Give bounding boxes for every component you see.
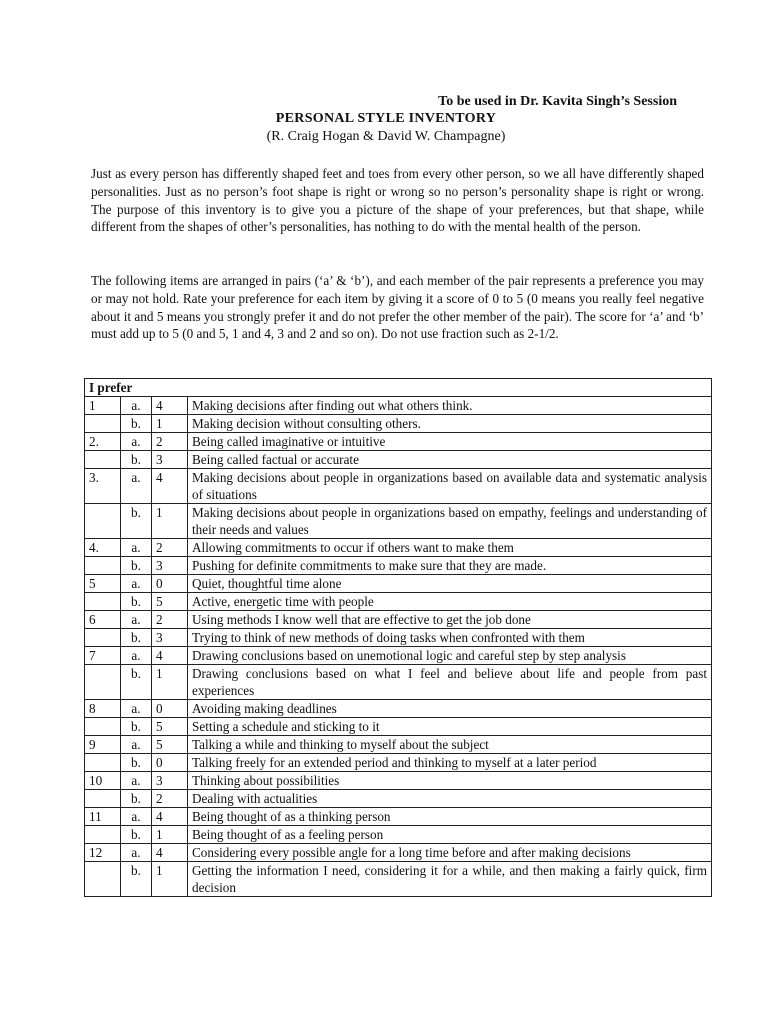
option-letter: b. [121, 862, 152, 897]
item-number: 12 [85, 844, 121, 862]
option-score: 4 [152, 844, 188, 862]
option-letter: a. [121, 575, 152, 593]
option-letter: b. [121, 665, 152, 700]
option-letter: a. [121, 736, 152, 754]
option-text: Pushing for definite commitments to make sure that they are made. [188, 557, 712, 575]
option-score: 1 [152, 862, 188, 897]
option-score: 2 [152, 539, 188, 557]
item-number: 9 [85, 736, 121, 754]
option-score: 4 [152, 469, 188, 504]
item-number [85, 754, 121, 772]
table-row [85, 647, 712, 665]
table-row [85, 862, 712, 897]
option-score: 3 [152, 451, 188, 469]
option-text: Allowing commitments to occur if others want to make them [188, 539, 712, 557]
option-letter: b. [121, 593, 152, 611]
option-score: 5 [152, 718, 188, 736]
item-number [85, 629, 121, 647]
option-text: Trying to think of new methods of doing tasks when confronted with them [188, 629, 712, 647]
item-number [85, 504, 121, 539]
option-text: Being thought of as a feeling person [188, 826, 712, 844]
table-row [85, 469, 712, 504]
option-score: 1 [152, 826, 188, 844]
table-row [85, 629, 712, 647]
option-letter: a. [121, 700, 152, 718]
table-header: I prefer [85, 379, 712, 397]
option-text: Quiet, thoughtful time alone [188, 575, 712, 593]
item-number: 4. [85, 539, 121, 557]
option-score: 4 [152, 397, 188, 415]
table-header-row [85, 379, 712, 397]
table-row [85, 575, 712, 593]
option-letter: b. [121, 826, 152, 844]
item-number [85, 557, 121, 575]
option-text: Setting a schedule and sticking to it [188, 718, 712, 736]
item-number [85, 593, 121, 611]
table-row [85, 557, 712, 575]
option-score: 2 [152, 790, 188, 808]
option-score: 0 [152, 575, 188, 593]
option-score: 2 [152, 611, 188, 629]
option-score: 2 [152, 433, 188, 451]
session-note: To be used in Dr. Kavita Singh’s Session [438, 94, 677, 109]
option-letter: a. [121, 433, 152, 451]
option-letter: b. [121, 415, 152, 433]
table-row [85, 593, 712, 611]
option-text: Making decisions about people in organizations based on empathy, feelings and understanding of their needs and values [188, 504, 712, 539]
table-row [85, 790, 712, 808]
preference-table [84, 378, 712, 897]
option-text: Making decision without consulting others. [188, 415, 712, 433]
instructions-paragraph: The following items are arranged in pairs (‘a’ & ‘b’), and each member of the pair represents a preference you may or may not hold. Rate your preference for each item by giving it a score of 0 to 5 (0 means you really feel negative about it and 5 means you strongly prefer it and do not prefer the other member of the pair). The score for ‘a’ and ‘b’ must add up to 5 (0 and 5, 1 and 4, 3 and 2 and so on). Do not use fraction such as 2-1/2. [91, 273, 704, 342]
option-text: Making decisions about people in organizations based on available data and systematic analysis of situations [188, 469, 712, 504]
table-row [85, 772, 712, 790]
item-number: 6 [85, 611, 121, 629]
option-text: Active, energetic time with people [188, 593, 712, 611]
document-title: PERSONAL STYLE INVENTORY [275, 111, 497, 126]
item-number [85, 862, 121, 897]
table-row [85, 700, 712, 718]
table-row [85, 415, 712, 433]
intro-paragraph: Just as every person has differently shaped feet and toes from every other person, so we all have differently shaped personalities. Just as no person’s foot shape is right or wrong so no person’s personality shape is right or wrong. The purpose of this inventory is to give you a picture of the shape of your preferences, but that shape, while different from the shapes of other’s personalities, has nothing to do with the mental health of the person. [91, 166, 704, 235]
option-letter: a. [121, 469, 152, 504]
option-text: Getting the information I need, considering it for a while, and then making a fairly quick, firm decision [188, 862, 712, 897]
table-row [85, 433, 712, 451]
option-text: Talking a while and thinking to myself about the subject [188, 736, 712, 754]
option-text: Making decisions after finding out what others think. [188, 397, 712, 415]
option-letter: a. [121, 611, 152, 629]
item-number: 10 [85, 772, 121, 790]
item-number: 3. [85, 469, 121, 504]
option-letter: b. [121, 451, 152, 469]
item-number: 7 [85, 647, 121, 665]
option-letter: a. [121, 539, 152, 557]
table-row [85, 718, 712, 736]
table-row [85, 844, 712, 862]
table-row [85, 736, 712, 754]
option-score: 3 [152, 772, 188, 790]
option-score: 1 [152, 504, 188, 539]
item-number [85, 451, 121, 469]
option-letter: b. [121, 557, 152, 575]
option-text: Being called imaginative or intuitive [188, 433, 712, 451]
table-row [85, 611, 712, 629]
option-letter: a. [121, 647, 152, 665]
option-score: 5 [152, 736, 188, 754]
item-number [85, 790, 121, 808]
item-number: 2. [85, 433, 121, 451]
option-letter: a. [121, 808, 152, 826]
option-letter: a. [121, 397, 152, 415]
option-score: 4 [152, 808, 188, 826]
table-row [85, 539, 712, 557]
table-row [85, 504, 712, 539]
table-row [85, 665, 712, 700]
option-text: Using methods I know well that are effective to get the job done [188, 611, 712, 629]
option-letter: b. [121, 718, 152, 736]
option-text: Thinking about possibilities [188, 772, 712, 790]
table-row [85, 451, 712, 469]
option-letter: a. [121, 844, 152, 862]
table-row [85, 808, 712, 826]
table-row [85, 754, 712, 772]
option-score: 3 [152, 557, 188, 575]
option-score: 1 [152, 415, 188, 433]
authors-line: (R. Craig Hogan & David W. Champagne) [266, 129, 506, 144]
table-row [85, 397, 712, 415]
option-letter: b. [121, 754, 152, 772]
item-number: 11 [85, 808, 121, 826]
option-text: Avoiding making deadlines [188, 700, 712, 718]
option-letter: b. [121, 790, 152, 808]
option-score: 0 [152, 700, 188, 718]
option-letter: a. [121, 772, 152, 790]
item-number: 1 [85, 397, 121, 415]
option-text: Being called factual or accurate [188, 451, 712, 469]
table-row [85, 826, 712, 844]
option-score: 5 [152, 593, 188, 611]
option-text: Talking freely for an extended period and thinking to myself at a later period [188, 754, 712, 772]
option-score: 4 [152, 647, 188, 665]
option-text: Drawing conclusions based on what I feel and believe about life and people from past experiences [188, 665, 712, 700]
option-text: Considering every possible angle for a long time before and after making decisions [188, 844, 712, 862]
item-number [85, 665, 121, 700]
option-score: 0 [152, 754, 188, 772]
option-letter: b. [121, 504, 152, 539]
item-number [85, 826, 121, 844]
item-number: 8 [85, 700, 121, 718]
option-text: Drawing conclusions based on unemotional logic and careful step by step analysis [188, 647, 712, 665]
item-number [85, 718, 121, 736]
option-text: Being thought of as a thinking person [188, 808, 712, 826]
option-text: Dealing with actualities [188, 790, 712, 808]
option-letter: b. [121, 629, 152, 647]
option-score: 1 [152, 665, 188, 700]
item-number: 5 [85, 575, 121, 593]
item-number [85, 415, 121, 433]
option-score: 3 [152, 629, 188, 647]
